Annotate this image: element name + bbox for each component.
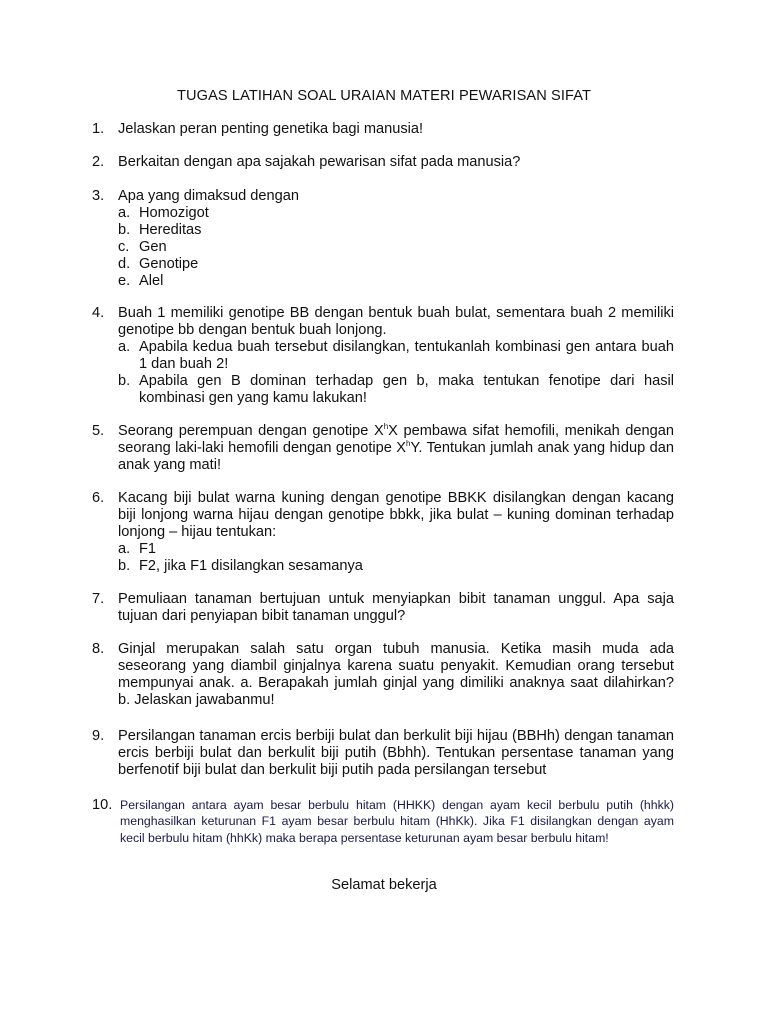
question-3 bbox=[92, 188, 674, 289]
sub-item-label: b. bbox=[118, 221, 131, 238]
question-text: Apa yang dimaksud dengan bbox=[118, 188, 299, 204]
question-number: 8. bbox=[92, 641, 105, 657]
sub-item-text: Homozigot bbox=[139, 204, 209, 221]
sub-item-label: e. bbox=[118, 272, 131, 289]
question-text: Buah 1 memiliki genotipe BB dengan bentuk buah bulat, sementara buah 2 memiliki genotipe bb dengan bentuk buah lonjong. bbox=[118, 305, 674, 338]
sub-item-text: Hereditas bbox=[139, 221, 202, 238]
question-number: 1. bbox=[92, 121, 105, 137]
sub-item bbox=[118, 222, 674, 239]
sub-item-text: Apabila kedua buah tersebut disilangkan, tentukanlah kombinasi gen antara buah 1 dan buah 2! bbox=[139, 338, 674, 372]
question-4 bbox=[92, 305, 674, 406]
question-10 bbox=[92, 797, 674, 846]
sub-item-text: Genotipe bbox=[139, 255, 199, 272]
question-text: Jelaskan peran penting genetika bagi manusia! bbox=[118, 121, 424, 137]
sub-item-label: c. bbox=[118, 238, 130, 255]
question-7 bbox=[92, 591, 674, 625]
sub-item-text: F1 bbox=[139, 540, 157, 557]
question-number: 4. bbox=[92, 305, 105, 321]
question-text: Ginjal merupakan salah satu organ tubuh manusia. Ketika masih muda ada seseorang yang diambil ginjalnya karena suatu penyakit. Kemudian orang tersebut mempunyai anak. a. Berapakah jumlah ginjal yang dimiliki anaknya saat dilahirkan? b. Jelaskan jawabanmu! bbox=[118, 641, 674, 708]
question-5 bbox=[92, 423, 674, 474]
sub-item bbox=[118, 373, 674, 407]
question-number: 3. bbox=[92, 188, 105, 204]
question-8 bbox=[92, 641, 674, 709]
question-number: 7. bbox=[92, 591, 105, 607]
sub-item-text: Gen bbox=[139, 238, 167, 255]
question-text bbox=[118, 423, 674, 474]
question-9 bbox=[92, 728, 674, 779]
genotype-superscript: h bbox=[383, 422, 389, 431]
question-text: Kacang biji bulat warna kuning dengan genotipe BBKK disilangkan dengan kacang biji lonjong warna hijau dengan genotipe bbkk, jika bulat – kuning dominan terhadap lonjong – hijau tentukan: bbox=[118, 490, 674, 540]
sub-item-label: a. bbox=[118, 540, 131, 557]
question-1 bbox=[92, 121, 674, 138]
question-2 bbox=[92, 154, 674, 171]
question-text: Pemuliaan tanaman bertujuan untuk menyiapkan bibit tanaman unggul. Apa saja tujuan dari penyiapan bibit tanaman unggul? bbox=[118, 591, 674, 624]
sub-item bbox=[118, 256, 674, 273]
sub-item bbox=[118, 339, 674, 373]
sub-item bbox=[118, 205, 674, 222]
sub-item-text: Apabila gen B dominan terhadap gen b, maka tentukan fenotipe dari hasil kombinasi gen yang kamu lakukan! bbox=[139, 372, 674, 406]
question-number: 9. bbox=[92, 728, 105, 744]
question-text: Persilangan antara ayam besar berbulu hitam (HHKK) dengan ayam kecil berbulu putih (hhkk) menghasilkan keturunan F1 ayam besar berbulu hitam (HhKk). Jika F1 disilangkan dengan ayam kecil berbulu hitam (hhKk) maka berapa persentase keturunan ayam besar berbulu hitam! bbox=[120, 798, 674, 845]
question-text: Persilangan tanaman ercis berbiji bulat dan berkulit biji hijau (BBHh) dengan tanaman ercis berbiji bulat dan berkulit biji putih (Bbhh). Tentukan persentase tanaman yang berfenotif biji bulat dan berkulit biji putih pada persilangan tersebut bbox=[118, 728, 674, 778]
question-number: 10. bbox=[92, 797, 113, 813]
sub-item-text: Alel bbox=[139, 272, 164, 289]
question-number: 5. bbox=[92, 423, 105, 439]
sub-item-text: F2, jika F1 disilangkan sesamanya bbox=[139, 557, 363, 574]
question-text: Berkaitan dengan apa sajakah pewarisan sifat pada manusia? bbox=[118, 154, 521, 170]
sub-item-label: a. bbox=[118, 338, 131, 355]
sub-item-label: d. bbox=[118, 255, 131, 272]
sub-item bbox=[118, 541, 674, 558]
question-text-part: Seorang perempuan dengan genotipe X bbox=[118, 423, 384, 439]
sub-item-label: a. bbox=[118, 204, 131, 221]
closing-text: Selamat bekerja bbox=[331, 877, 437, 893]
sub-item bbox=[118, 273, 674, 290]
question-number: 2. bbox=[92, 154, 105, 170]
question-6 bbox=[92, 490, 674, 575]
sub-item-label: b. bbox=[118, 557, 131, 574]
sub-item bbox=[118, 558, 674, 575]
page-title: TUGAS LATIHAN SOAL URAIAN MATERI PEWARISAN SIFAT bbox=[176, 88, 592, 104]
genotype-superscript: h bbox=[406, 438, 411, 448]
question-text-part: X pembawa sifat hemofili, menikah dengan seorang laki-laki hemofili dengan genotipe X bbox=[118, 423, 674, 456]
question-number: 6. bbox=[92, 490, 105, 506]
sub-item bbox=[118, 239, 674, 256]
question-text-part: Y. Tentukan jumlah anak yang hidup dan anak yang mati! bbox=[118, 439, 674, 473]
sub-item-label: b. bbox=[118, 372, 131, 389]
